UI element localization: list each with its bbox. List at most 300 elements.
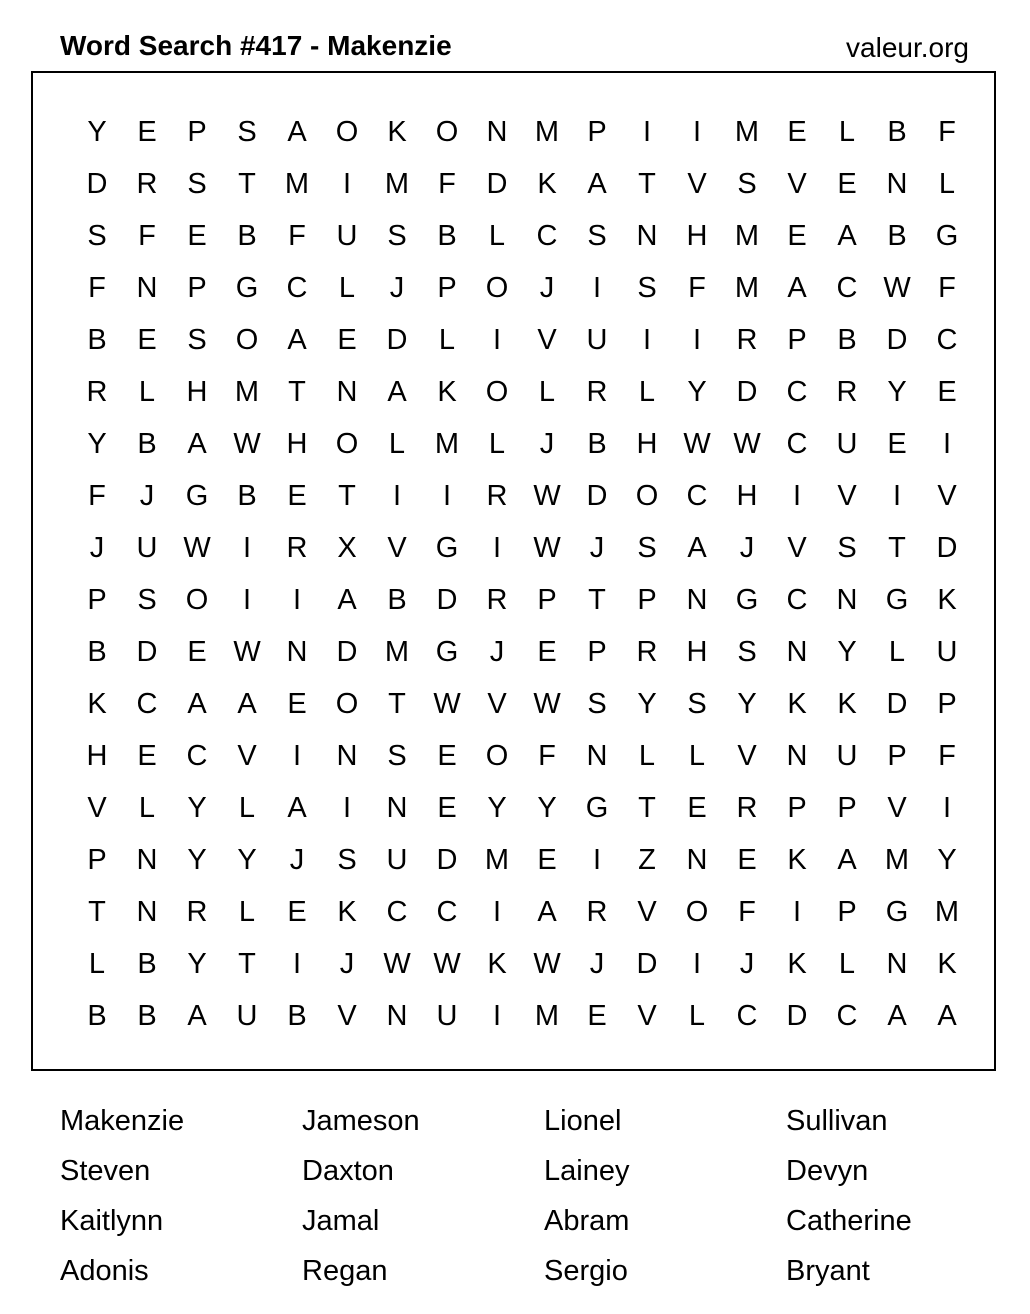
grid-letter[interactable]: M — [384, 636, 410, 668]
grid-letter[interactable]: R — [586, 376, 608, 408]
grid-letter[interactable]: T — [888, 532, 906, 564]
grid-letter[interactable]: F — [88, 480, 106, 512]
grid-letter[interactable]: U — [836, 428, 858, 460]
grid-letter[interactable]: I — [492, 896, 502, 928]
grid-letter[interactable]: V — [637, 896, 657, 928]
grid-letter[interactable]: U — [386, 844, 408, 876]
grid-letter[interactable]: U — [936, 636, 958, 668]
grid-letter[interactable]: C — [786, 376, 808, 408]
grid-letter[interactable]: S — [737, 168, 757, 200]
grid-letter[interactable]: C — [786, 584, 808, 616]
grid-letter[interactable]: B — [137, 948, 157, 980]
grid-letter[interactable]: A — [937, 1000, 957, 1032]
grid-letter[interactable]: S — [187, 168, 207, 200]
grid-letter[interactable]: K — [937, 948, 957, 980]
grid-letter[interactable]: S — [387, 220, 407, 252]
grid-letter[interactable]: N — [686, 584, 708, 616]
grid-letter[interactable]: R — [486, 584, 508, 616]
grid-letter[interactable]: U — [336, 220, 358, 252]
grid-letter[interactable]: N — [386, 792, 408, 824]
grid-letter[interactable]: G — [435, 636, 459, 668]
grid-letter[interactable]: F — [538, 740, 556, 772]
grid-letter[interactable]: G — [235, 272, 259, 304]
grid-letter[interactable]: C — [836, 1000, 858, 1032]
grid-letter[interactable]: E — [537, 636, 557, 668]
grid-letter[interactable]: N — [336, 376, 358, 408]
grid-letter[interactable]: C — [936, 324, 958, 356]
grid-letter[interactable]: L — [838, 948, 856, 980]
grid-letter[interactable]: B — [887, 116, 907, 148]
grid-letter[interactable]: G — [435, 532, 459, 564]
grid-letter[interactable]: C — [786, 428, 808, 460]
grid-letter[interactable]: S — [237, 116, 257, 148]
grid-letter[interactable]: V — [937, 480, 957, 512]
grid-letter[interactable]: P — [787, 792, 807, 824]
grid-letter[interactable]: O — [485, 376, 509, 408]
grid-letter[interactable]: W — [233, 428, 261, 460]
grid-letter[interactable]: L — [88, 948, 106, 980]
grid-letter[interactable]: A — [337, 584, 357, 616]
grid-letter[interactable]: B — [137, 428, 157, 460]
grid-letter[interactable]: K — [937, 584, 957, 616]
grid-letter[interactable]: D — [486, 168, 508, 200]
grid-letter[interactable]: L — [638, 376, 656, 408]
grid-letter[interactable]: V — [637, 1000, 657, 1032]
grid-letter[interactable]: X — [337, 532, 357, 564]
grid-letter[interactable]: T — [238, 948, 256, 980]
grid-letter[interactable]: P — [587, 636, 607, 668]
grid-letter[interactable]: U — [836, 740, 858, 772]
grid-letter[interactable]: Y — [637, 688, 657, 720]
grid-letter[interactable]: D — [936, 532, 958, 564]
grid-letter[interactable]: I — [892, 480, 902, 512]
grid-letter[interactable]: K — [437, 376, 457, 408]
grid-letter[interactable]: J — [589, 532, 605, 564]
grid-letter[interactable]: R — [736, 792, 758, 824]
grid-letter[interactable]: E — [787, 116, 807, 148]
grid-letter[interactable]: J — [489, 636, 505, 668]
grid-letter[interactable]: S — [587, 220, 607, 252]
grid-letter[interactable]: I — [792, 480, 802, 512]
grid-letter[interactable]: B — [837, 324, 857, 356]
grid-letter[interactable]: G — [935, 220, 959, 252]
grid-letter[interactable]: I — [492, 1000, 502, 1032]
grid-letter[interactable]: F — [138, 220, 156, 252]
grid-letter[interactable]: B — [87, 324, 107, 356]
grid-letter[interactable]: D — [586, 480, 608, 512]
grid-letter[interactable]: A — [287, 116, 307, 148]
grid-letter[interactable]: E — [137, 324, 157, 356]
grid-letter[interactable]: K — [337, 896, 357, 928]
grid-letter[interactable]: H — [686, 636, 708, 668]
grid-letter[interactable]: P — [587, 116, 607, 148]
grid-letter[interactable]: S — [637, 272, 657, 304]
grid-letter[interactable]: H — [686, 220, 708, 252]
grid-letter[interactable]: L — [688, 1000, 706, 1032]
grid-letter[interactable]: J — [589, 948, 605, 980]
grid-letter[interactable]: S — [637, 532, 657, 564]
grid-letter[interactable]: J — [339, 948, 355, 980]
grid-letter[interactable]: O — [435, 116, 459, 148]
grid-letter[interactable]: L — [388, 428, 406, 460]
grid-letter[interactable]: F — [938, 116, 956, 148]
grid-letter[interactable]: E — [187, 220, 207, 252]
grid-letter[interactable]: I — [392, 480, 402, 512]
grid-letter[interactable]: J — [739, 532, 755, 564]
grid-letter[interactable]: H — [186, 376, 208, 408]
grid-letter[interactable]: I — [942, 792, 952, 824]
grid-letter[interactable]: E — [287, 896, 307, 928]
grid-letter[interactable]: A — [587, 168, 607, 200]
grid-letter[interactable]: E — [287, 480, 307, 512]
grid-letter[interactable]: D — [886, 688, 908, 720]
grid-letter[interactable]: I — [342, 792, 352, 824]
grid-letter[interactable]: N — [386, 1000, 408, 1032]
grid-letter[interactable]: R — [736, 324, 758, 356]
grid-letter[interactable]: V — [887, 792, 907, 824]
grid-letter[interactable]: G — [885, 896, 909, 928]
grid-letter[interactable]: V — [337, 1000, 357, 1032]
grid-letter[interactable]: I — [292, 948, 302, 980]
grid-letter[interactable]: O — [235, 324, 259, 356]
grid-letter[interactable]: L — [888, 636, 906, 668]
grid-letter[interactable]: V — [787, 532, 807, 564]
grid-letter[interactable]: A — [287, 792, 307, 824]
grid-letter[interactable]: M — [734, 116, 760, 148]
grid-letter[interactable]: T — [638, 168, 656, 200]
grid-letter[interactable]: M — [534, 1000, 560, 1032]
grid-letter[interactable]: I — [592, 844, 602, 876]
grid-letter[interactable]: I — [642, 324, 652, 356]
grid-letter[interactable]: E — [137, 116, 157, 148]
grid-letter[interactable]: I — [492, 324, 502, 356]
grid-letter[interactable]: B — [437, 220, 457, 252]
grid-letter[interactable]: T — [588, 584, 606, 616]
grid-letter[interactable]: R — [286, 532, 308, 564]
grid-letter[interactable]: A — [187, 688, 207, 720]
grid-letter[interactable]: V — [787, 168, 807, 200]
grid-letter[interactable]: R — [136, 168, 158, 200]
grid-letter[interactable]: N — [136, 844, 158, 876]
grid-letter[interactable]: K — [87, 688, 107, 720]
grid-letter[interactable]: R — [186, 896, 208, 928]
grid-letter[interactable]: S — [737, 636, 757, 668]
grid-letter[interactable]: A — [887, 1000, 907, 1032]
grid-letter[interactable]: T — [638, 792, 656, 824]
grid-letter[interactable]: R — [636, 636, 658, 668]
grid-letter[interactable]: A — [237, 688, 257, 720]
grid-letter[interactable]: C — [536, 220, 558, 252]
grid-letter[interactable]: J — [539, 272, 555, 304]
grid-letter[interactable]: Y — [237, 844, 257, 876]
grid-letter[interactable]: I — [642, 116, 652, 148]
grid-letter[interactable]: I — [792, 896, 802, 928]
grid-letter[interactable]: Y — [487, 792, 507, 824]
grid-letter[interactable]: D — [786, 1000, 808, 1032]
grid-letter[interactable]: O — [335, 116, 359, 148]
grid-letter[interactable]: K — [487, 948, 507, 980]
grid-letter[interactable]: W — [233, 636, 261, 668]
grid-letter[interactable]: N — [686, 844, 708, 876]
grid-letter[interactable]: P — [937, 688, 957, 720]
grid-letter[interactable]: E — [337, 324, 357, 356]
grid-letter[interactable]: D — [736, 376, 758, 408]
grid-letter[interactable]: C — [386, 896, 408, 928]
grid-letter[interactable]: M — [484, 844, 510, 876]
grid-letter[interactable]: W — [533, 688, 561, 720]
grid-letter[interactable]: Y — [887, 376, 907, 408]
grid-letter[interactable]: O — [485, 740, 509, 772]
grid-letter[interactable]: M — [384, 168, 410, 200]
grid-letter[interactable]: L — [638, 740, 656, 772]
grid-letter[interactable]: B — [587, 428, 607, 460]
grid-letter[interactable]: A — [187, 1000, 207, 1032]
grid-letter[interactable]: N — [786, 740, 808, 772]
grid-letter[interactable]: A — [187, 428, 207, 460]
grid-letter[interactable]: L — [238, 792, 256, 824]
grid-letter[interactable]: E — [137, 740, 157, 772]
grid-letter[interactable]: J — [739, 948, 755, 980]
grid-letter[interactable]: P — [837, 896, 857, 928]
grid-letter[interactable]: S — [337, 844, 357, 876]
grid-letter[interactable]: C — [686, 480, 708, 512]
grid-letter[interactable]: J — [289, 844, 305, 876]
grid-letter[interactable]: M — [734, 220, 760, 252]
grid-letter[interactable]: N — [836, 584, 858, 616]
grid-letter[interactable]: B — [387, 584, 407, 616]
grid-letter[interactable]: Y — [937, 844, 957, 876]
grid-letter[interactable]: J — [139, 480, 155, 512]
grid-letter[interactable]: P — [437, 272, 457, 304]
grid-letter[interactable]: Y — [187, 844, 207, 876]
grid-letter[interactable]: P — [87, 844, 107, 876]
grid-letter[interactable]: N — [136, 272, 158, 304]
grid-letter[interactable]: K — [787, 948, 807, 980]
grid-letter[interactable]: Y — [87, 116, 107, 148]
grid-letter[interactable]: L — [138, 792, 156, 824]
grid-letter[interactable]: O — [485, 272, 509, 304]
grid-letter[interactable]: N — [886, 948, 908, 980]
grid-letter[interactable]: N — [586, 740, 608, 772]
grid-letter[interactable]: W — [433, 948, 461, 980]
grid-letter[interactable]: C — [736, 1000, 758, 1032]
grid-letter[interactable]: I — [242, 532, 252, 564]
grid-letter[interactable]: I — [942, 428, 952, 460]
grid-letter[interactable]: E — [437, 740, 457, 772]
grid-letter[interactable]: D — [886, 324, 908, 356]
grid-letter[interactable]: S — [587, 688, 607, 720]
grid-letter[interactable]: L — [488, 220, 506, 252]
grid-letter[interactable]: A — [837, 844, 857, 876]
grid-letter[interactable]: L — [438, 324, 456, 356]
grid-letter[interactable]: D — [86, 168, 108, 200]
grid-letter[interactable]: D — [436, 844, 458, 876]
grid-letter[interactable]: K — [787, 844, 807, 876]
grid-letter[interactable]: I — [492, 532, 502, 564]
grid-letter[interactable]: V — [237, 740, 257, 772]
grid-letter[interactable]: V — [487, 688, 507, 720]
grid-letter[interactable]: O — [335, 688, 359, 720]
grid-letter[interactable]: P — [887, 740, 907, 772]
grid-letter[interactable]: U — [136, 532, 158, 564]
grid-letter[interactable]: L — [538, 376, 556, 408]
grid-letter[interactable]: G — [735, 584, 759, 616]
grid-letter[interactable]: Y — [837, 636, 857, 668]
grid-letter[interactable]: T — [388, 688, 406, 720]
grid-letter[interactable]: B — [137, 1000, 157, 1032]
grid-letter[interactable]: H — [86, 740, 108, 772]
grid-letter[interactable]: C — [436, 896, 458, 928]
grid-letter[interactable]: F — [938, 272, 956, 304]
grid-letter[interactable]: M — [734, 272, 760, 304]
grid-letter[interactable]: S — [837, 532, 857, 564]
grid-letter[interactable]: F — [738, 896, 756, 928]
grid-letter[interactable]: E — [537, 844, 557, 876]
grid-letter[interactable]: V — [687, 168, 707, 200]
grid-letter[interactable]: I — [342, 168, 352, 200]
grid-letter[interactable]: C — [136, 688, 158, 720]
grid-letter[interactable]: E — [587, 1000, 607, 1032]
grid-letter[interactable]: A — [287, 324, 307, 356]
grid-letter[interactable]: A — [787, 272, 807, 304]
grid-letter[interactable]: L — [338, 272, 356, 304]
grid-letter[interactable]: I — [242, 584, 252, 616]
grid-letter[interactable]: N — [636, 220, 658, 252]
grid-letter[interactable]: Z — [638, 844, 656, 876]
grid-letter[interactable]: K — [387, 116, 407, 148]
grid-letter[interactable]: O — [635, 480, 659, 512]
grid-letter[interactable]: K — [537, 168, 557, 200]
grid-letter[interactable]: P — [187, 272, 207, 304]
grid-letter[interactable]: I — [692, 324, 702, 356]
grid-letter[interactable]: B — [237, 480, 257, 512]
grid-letter[interactable]: I — [442, 480, 452, 512]
grid-letter[interactable]: U — [436, 1000, 458, 1032]
grid-letter[interactable]: I — [692, 116, 702, 148]
grid-letter[interactable]: J — [539, 428, 555, 460]
grid-letter[interactable]: R — [836, 376, 858, 408]
grid-letter[interactable]: E — [937, 376, 957, 408]
grid-letter[interactable]: D — [136, 636, 158, 668]
grid-letter[interactable]: J — [89, 532, 105, 564]
grid-letter[interactable]: M — [284, 168, 310, 200]
grid-letter[interactable]: F — [688, 272, 706, 304]
grid-letter[interactable]: E — [687, 792, 707, 824]
grid-letter[interactable]: E — [887, 428, 907, 460]
grid-letter[interactable]: W — [433, 688, 461, 720]
grid-letter[interactable]: G — [185, 480, 209, 512]
grid-letter[interactable]: N — [486, 116, 508, 148]
grid-letter[interactable]: C — [836, 272, 858, 304]
grid-letter[interactable]: W — [533, 532, 561, 564]
grid-letter[interactable]: M — [934, 896, 960, 928]
grid-letter[interactable]: D — [636, 948, 658, 980]
grid-letter[interactable]: D — [336, 636, 358, 668]
grid-letter[interactable]: E — [837, 168, 857, 200]
grid-letter[interactable]: B — [237, 220, 257, 252]
grid-letter[interactable]: V — [87, 792, 107, 824]
grid-letter[interactable]: F — [938, 740, 956, 772]
grid-letter[interactable]: V — [837, 480, 857, 512]
grid-letter[interactable]: M — [884, 844, 910, 876]
grid-letter[interactable]: I — [692, 948, 702, 980]
grid-letter[interactable]: I — [592, 272, 602, 304]
grid-letter[interactable]: C — [286, 272, 308, 304]
grid-letter[interactable]: E — [737, 844, 757, 876]
grid-letter[interactable]: G — [885, 584, 909, 616]
grid-letter[interactable]: W — [183, 532, 211, 564]
grid-letter[interactable]: V — [387, 532, 407, 564]
grid-letter[interactable]: J — [389, 272, 405, 304]
grid-letter[interactable]: W — [533, 480, 561, 512]
grid-letter[interactable]: P — [787, 324, 807, 356]
grid-letter[interactable]: F — [88, 272, 106, 304]
grid-letter[interactable]: A — [687, 532, 707, 564]
grid-letter[interactable]: B — [287, 1000, 307, 1032]
grid-letter[interactable]: N — [886, 168, 908, 200]
grid-letter[interactable]: M — [234, 376, 260, 408]
grid-letter[interactable]: B — [87, 1000, 107, 1032]
grid-letter[interactable]: L — [688, 740, 706, 772]
grid-letter[interactable]: N — [336, 740, 358, 772]
grid-letter[interactable]: I — [292, 740, 302, 772]
grid-letter[interactable]: Y — [187, 948, 207, 980]
grid-letter[interactable]: T — [238, 168, 256, 200]
grid-letter[interactable]: F — [288, 220, 306, 252]
grid-letter[interactable]: Y — [687, 376, 707, 408]
grid-letter[interactable]: L — [938, 168, 956, 200]
grid-letter[interactable]: A — [387, 376, 407, 408]
grid-letter[interactable]: V — [737, 740, 757, 772]
grid-letter[interactable]: S — [137, 584, 157, 616]
grid-letter[interactable]: Y — [187, 792, 207, 824]
grid-letter[interactable]: P — [87, 584, 107, 616]
grid-letter[interactable]: N — [136, 896, 158, 928]
grid-letter[interactable]: W — [533, 948, 561, 980]
grid-letter[interactable]: H — [636, 428, 658, 460]
grid-letter[interactable]: D — [436, 584, 458, 616]
grid-letter[interactable]: Y — [537, 792, 557, 824]
grid-letter[interactable]: L — [838, 116, 856, 148]
grid-letter[interactable]: S — [87, 220, 107, 252]
grid-letter[interactable]: E — [787, 220, 807, 252]
grid-letter[interactable]: W — [383, 948, 411, 980]
grid-letter[interactable]: L — [238, 896, 256, 928]
grid-letter[interactable]: S — [187, 324, 207, 356]
grid-letter[interactable]: T — [338, 480, 356, 512]
grid-letter[interactable]: D — [386, 324, 408, 356]
grid-letter[interactable]: L — [488, 428, 506, 460]
grid-letter[interactable]: P — [837, 792, 857, 824]
grid-letter[interactable]: R — [486, 480, 508, 512]
grid-letter[interactable]: U — [586, 324, 608, 356]
grid-letter[interactable]: N — [286, 636, 308, 668]
grid-letter[interactable]: B — [887, 220, 907, 252]
grid-letter[interactable]: K — [837, 688, 857, 720]
grid-letter[interactable]: L — [138, 376, 156, 408]
grid-letter[interactable]: S — [687, 688, 707, 720]
grid-letter[interactable]: I — [292, 584, 302, 616]
grid-letter[interactable]: Y — [87, 428, 107, 460]
grid-letter[interactable]: C — [186, 740, 208, 772]
grid-letter[interactable]: O — [685, 896, 709, 928]
grid-letter[interactable]: A — [537, 896, 557, 928]
grid-letter[interactable]: H — [286, 428, 308, 460]
grid-letter[interactable]: E — [287, 688, 307, 720]
grid-letter[interactable]: V — [537, 324, 557, 356]
grid-letter[interactable]: M — [534, 116, 560, 148]
grid-letter[interactable]: K — [787, 688, 807, 720]
